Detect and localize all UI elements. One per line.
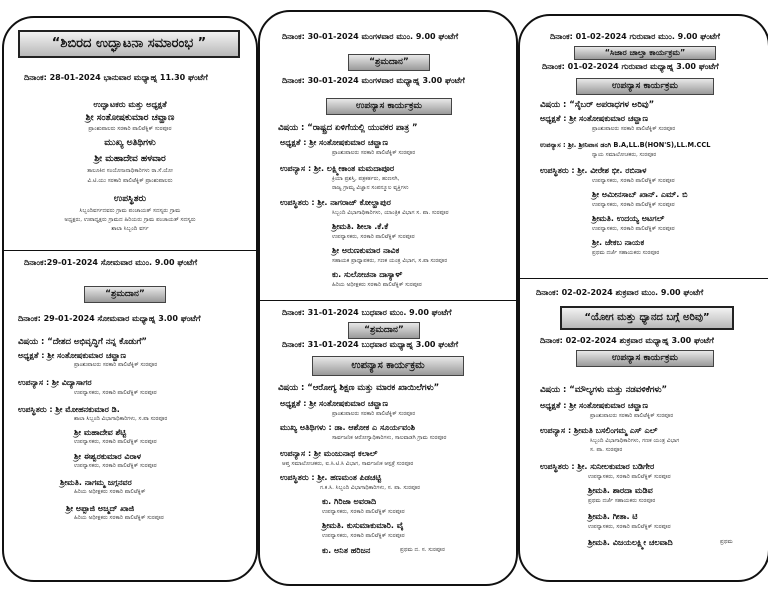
- member-4-desc: ಉಪನ್ಯಾಸಕರು, ಸರಕಾರಿ ಪಾಲಿಟೆಕ್ನಿಕ್ ಸುರಪೂರ: [322, 509, 405, 515]
- s2-name-2-desc: ಉಪನ್ಯಾಸಕರು, ಸರಕಾರಿ ಪಾಲಿಟೆಕ್ನಿಕ್ ಸುರಪೂರ: [74, 463, 157, 469]
- section-divider: [4, 250, 256, 251]
- date-line-2: ದಿನಾಂಕ: 30-01-2024 ಮಂಗಳವಾರ ಮಧ್ಯಾಹ್ನ 3.00 ಘಂಟೆಗೆ: [282, 76, 465, 85]
- lecture-bar-2: ಉಪನ್ಯಾಸ ಕಾರ್ಯಕ್ರಮ: [576, 350, 714, 367]
- s2-name-3-desc: ಹಿರಿಯ ಅಧೀಕ್ಷಕರು ಸರಕಾರಿ ಪಾಲಿಟೆಕ್ನಿಕ್: [74, 489, 146, 495]
- member-1-desc: ಉಪನ್ಯಾಸಕರು, ಸರಕಾರಿ ಪಾಲಿಟೆಕ್ನಿಕ್ ಸುರಪೂರ: [332, 234, 415, 240]
- speaker-1: ಉಪನ್ಯಾಸ : ಶ್ರೀ. ಶ್ರೀನಿವಾಸ ಡಂಗಿ B.A,LL.B(HON'S),LL.M.CCL: [540, 141, 711, 149]
- speaker-1-desc1: ಕ್ರಿಯಾ ಪ್ರಶಸ್ತಿ, ಪತ್ರಕರ್ತರು, ಹುಣಸಗಿ,: [332, 176, 400, 182]
- section-divider: [260, 300, 516, 301]
- presence-desc3: ಶಾಲಾ ಸಿಬ್ಬಂದಿ ವರ್ಗ: [111, 226, 149, 232]
- presence-2: ಉಪಸ್ಥಿತರು : ಶ್ರೀ. ಸುನೀಲಕುಮಾರ ಬಡಿಗೇರ: [540, 462, 655, 471]
- chief-desc2: ವಿ.ಟಿ.ಯು ಸರಕಾರಿ ಪಾಲಿಟೆಕ್ನಿಕ್ ಪ್ರಾಂಶುಪಾಲರು: [87, 178, 173, 184]
- presence-2-desc: ಗ.ಕ.ಸಿ. ಸಿಬ್ಬಂದಿ ವಿಭಾಗಾಧಿಕಾರಿಗಳು, ಸ. ಪಾ. ಸುರಪೂರ: [320, 485, 421, 491]
- chief-guest: ಮುಖ್ಯ ಅತಿಥಿಗಳು : ಡಾ. ಆಶೋಕ ಎ ಸೂರ್ಯವಂಶಿ: [280, 423, 416, 432]
- presence-1-desc: ಸಿಬ್ಬಂದಿ ವಿಭಾಗಾಧಿಕಾರಿಗಳು, ಯಾಂತ್ರಿಕ ವಿಭಾಗ ಸ. ಪಾ. ಸುರಪೂರ: [332, 210, 449, 216]
- member-6: ಶ್ರೀಮತಿ. ವಿಜಯಲಕ್ಷ್ಮೀ ಚಲವಾದಿ: [588, 538, 673, 547]
- date-line-3: ದಿನಾಂಕ: 31-01-2024 ಬುಧವಾರ ಮುಂ. 9.00 ಘಂಟೆಗೆ: [282, 308, 452, 317]
- speaker-2-desc2: ಸ. ಪಾ. ಸುರಪೂರ: [590, 447, 623, 453]
- presence-1: ಉಪಸ್ಥಿತರು : ಶ್ರೀ. ನಾಗರಾಜ್ ಕೋಲ್ಹಾಪುರ: [280, 198, 391, 207]
- lecture-bar-1: ಉಪನ್ಯಾಸ ಕಾರ್ಯಕ್ರಮ: [576, 78, 714, 95]
- inaug-desc: ಪ್ರಾಂಶುಪಾಲರು ಸರಕಾರಿ ಪಾಲಿಟೆಕ್ನಿಕ್ ಸುರಪೂರ: [88, 126, 172, 132]
- date-line-3: ದಿನಾಂಕ: 02-02-2024 ಶುಕ್ರವಾರ ಮುಂ. 9.00 ಘಂಟೆಗೆ: [536, 288, 704, 297]
- s2-chair-desc: ಪ್ರಾಂಶುಪಾಲರು ಸರಕಾರಿ ಪಾಲಿಟೆಕ್ನಿಕ್ ಸುರಪೂರ: [74, 362, 158, 368]
- member-1: ಶ್ರೀ ಅಮೀನಸಾಬ್ ಖಾನ್. ಎಮ್. ಬಿ: [592, 190, 688, 199]
- member-4: ಶ್ರೀಮತಿ. ಶಾರದಾ ಮಡಿವ: [588, 486, 653, 495]
- member-5-desc: ಉಪನ್ಯಾಸಕರು, ಸರಕಾರಿ ಪಾಲಿಟೆಕ್ನಿಕ್ ಸುರಪೂರ: [588, 524, 671, 530]
- speaker-1: ಉಪನ್ಯಾಸ : ಶ್ರೀ. ಲಕ್ಷ್ಮೀಕಾಂತ ಮಮದಾಪೂರ: [280, 164, 395, 173]
- speaker-1-desc: ನ್ಯಾಯ ಸಮಾಲೋಚಕರು, ಸುರಪೂರ: [592, 152, 657, 158]
- chief-guest-desc: ಸಾರ್ವಜನಿಕ ಆರೋಗ್ಯಾಧಿಕಾರಿಗಳು, ಸಾಲವಾಡಗಿ ಗ್ರಾಮ ಸುರಪೂರ: [332, 435, 447, 441]
- s2-name-4-desc: ಹಿರಿಯ ಅಧೀಕ್ಷಕರು ಸರಕಾರಿ ಪಾಲಿಟೆಕ್ನಿಕ್ ಸುರಪೂರ: [74, 515, 164, 521]
- member-2: ಶ್ರೀಮತಿ. ಉದಯ್ಯ ಅಟಗಲ್: [592, 214, 665, 223]
- member-1: ಶ್ರೀಮತಿ. ಶೀಲಾ .ಕೆ.ಕೆ: [332, 222, 389, 231]
- lecture-bar-1: ಉಪನ್ಯಾಸ ಕಾರ್ಯಕ್ರಮ: [326, 98, 452, 115]
- date-line-1: ದಿನಾಂಕ: 01-02-2024 ಗುರುವಾರ ಮುಂ. 9.00 ಘಂಟೆಗೆ: [550, 32, 720, 41]
- topic-2: ವಿಷಯ : “ಮೌಲ್ಯಗಳು ಮತ್ತು ನಡವಳಿಕೆಗಳು”: [540, 384, 668, 394]
- chief-name: ಶ್ರೀ ಮಹಾದೇವ ಹಳವಾರ: [94, 154, 166, 164]
- s2-presence: ಉಪಸ್ಥಿತರು : ಶ್ರೀ ಮೋಹನಕುಮಾರ ಡಿ.: [18, 405, 120, 414]
- s2-date2: ದಿನಾಂಕ: 29-01-2024 ಸೋಮವಾರ ಮಧ್ಯಾಹ್ನ 3.00 ಘಂಟೆಗೆ: [18, 314, 201, 323]
- member-6-desc: ಪ್ರಥಮ ದ. ಸ. ಸುರಪೂರ: [400, 547, 445, 553]
- chair-1: ಅಧ್ಯಕ್ಷತೆ : ಶ್ರೀ ಸಂತೋಷಕುಮಾರ ಚವ್ಹಾಣ: [280, 138, 389, 147]
- chief-desc1: ತಾಲೂಕಿನ ಸಂಯೋಜನಾಧಿಕಾರಿಗಳು ರಾ.ಸೆ.ಯೋ: [87, 168, 173, 174]
- topic-2: ವಿಷಯ : “ಆರೋಗ್ಯ ಶಿಕ್ಷಣ ಮತ್ತು ಮಾರಕ ಖಾಯಿಲೆಗಳು”: [278, 382, 440, 392]
- presence-desc1: ಸಿಬ್ಬಂದಿವರ್ಗದವರು ಗ್ರಾಮ ಪಂಚಾಯತ್ ಸದಸ್ಯರು ಗ್ರಾಮ: [79, 208, 181, 214]
- presence-1: ಉಪಸ್ಥಿತರು : ಶ್ರೀ. ವೀರೇಶ ಭೀ. ರಬಿನಾಳ: [540, 166, 647, 175]
- speaker-2: ಉಪನ್ಯಾಸ : ಶ್ರೀ ಮಂಜುನಾಥ ಕಲಾಲ್: [280, 449, 378, 458]
- s2-date: ದಿನಾಂಕ:29-01-2024 ಸೋಮವಾರ ಮುಂ. 9.00 ಘಂಟೆಗೆ: [24, 258, 198, 267]
- chair-1: ಅಧ್ಯಕ್ಷತೆ : ಶ್ರೀ ಸಂತೋಷಕುಮಾರ ಚವ್ಹಾಣ: [540, 114, 649, 123]
- speaker-1-desc2: ರಾಜ್ಯ ಗ್ರಾಮ್ಯ ವಿಜ್ಞಾನ ಸಂಪನ್ಮೂಲ ವ್ಯಕ್ತಿಗಳು: [332, 185, 409, 191]
- s2-name-1-desc: ಉಪನ್ಯಾಸಕರು, ಸರಕಾರಿ ಪಾಲಿಟೆಕ್ನಿಕ್ ಸುರಪೂರ: [74, 439, 157, 445]
- chair-2-desc: ಪ್ರಾಂಶುಪಾಲರು ಸರಕಾರಿ ಪಾಲಿಟೆಕ್ನಿಕ್ ಸುರಪೂರ: [332, 411, 416, 417]
- member-5: ಶ್ರೀಮತಿ. ಕುಸುಮಾಕುಮಾರಿ. ವೈ: [322, 521, 404, 530]
- member-6: ಕು. ಅನಿತ ಹರಿಜನ: [322, 546, 371, 555]
- speaker-2-desc: ಆಪ್ತ ಸಮಾಲೋಚಕರು, ಐ.ಸಿ.ಟಿ.ಸಿ ವಿಭಾಗ, ಸಾರ್ವಜನಿಕ ಆಸ್ಪತ್ರೆ ಸುರಪೂರ: [282, 461, 414, 467]
- s2-presence-desc: ಶಾಲಾ ಸಿಬ್ಬಂದಿ ವಿಭಾಗಾಧಿಕಾರಿಗಳು, ಸ.ಪಾ ಸುರಪೂರ: [74, 416, 168, 422]
- member-4: ಕು. ಗಿರಿಜಾ ಅವರಾದಿ: [322, 497, 377, 506]
- s2-topic: ವಿಷಯ : “ದೇಶದ ಅಭಿವೃದ್ಧಿಗೆ ನನ್ನ ಕೊಡುಗೆ”: [18, 336, 147, 346]
- panel-day1: [2, 16, 258, 582]
- inauguration-title: “ಶಿಬಿರದ ಉದ್ಘಾಟನಾ ಸಮಾರಂಭ ”: [18, 30, 240, 58]
- member-3: ಶ್ರೀ. ಜೇಕಬ ನಾಯಕ: [592, 238, 645, 247]
- lecture-bar-2: ಉಪನ್ಯಾಸ ಕಾರ್ಯಕ್ರಮ: [312, 356, 464, 376]
- member-5-desc: ಉಪನ್ಯಾಸಕರು, ಸರಕಾರಿ ಪಾಲಿಟೆಕ್ನಿಕ್ ಸುರಪೂರ: [322, 533, 405, 539]
- presence-2: ಉಪಸ್ಥಿತರು : ಶ್ರೀ. ಹಣಮಂತ ಪಿಡಚಟ್ಟಿ: [280, 473, 382, 482]
- chair-1-desc: ಪ್ರಾಂಶುಪಾಲರು ಸರಕಾರಿ ಪಾಲಿಟೆಕ್ನಿಕ್ ಸುರಪೂರ: [332, 150, 416, 156]
- shramadana-bar-2: “ಶ್ರಮದಾನ”: [348, 322, 420, 339]
- section-divider: [520, 278, 768, 279]
- s2-name-3: ಶ್ರೀಮತಿ. ನಾಗಮ್ಮ ಜಗ್ಗನವರ: [60, 478, 132, 487]
- panel-day3-4: [258, 10, 518, 586]
- date-line-2: ದಿನಾಂಕ: 01-02-2024 ಗುರುವಾರ ಮಧ್ಯಾಹ್ನ 3.00 ಘಂಟೆಗೆ: [542, 62, 719, 71]
- member-3: ಕು. ಸುಲೋಚನಾ ದಾಸ್ಯಾಳ್: [332, 270, 403, 279]
- presence-heading: ಉಪಸ್ಥಿತರು: [113, 194, 147, 204]
- s2-speaker: ಉಪನ್ಯಾಸ : ಶ್ರೀ ವಿದ್ಯಾಸಾಗರ: [18, 378, 92, 387]
- member-2-desc: ಸಹಾಯಕ ಪ್ರಾಧ್ಯಾಪಕರು, ಗಣಕ ಯಂತ್ರ ವಿಭಾಗ, ಸ.ಪಾ ಸುರಪೂರ: [332, 258, 448, 264]
- chair-2: ಅಧ್ಯಕ್ಷತೆ : ಶ್ರೀ ಸಂತೋಷಕುಮಾರ ಚವ್ಹಾಣ: [540, 401, 649, 410]
- shramadana-bar-1: “ಶ್ರಮದಾನ”: [348, 54, 430, 71]
- s2-name-2: ಶ್ರೀ ಈಶ್ವರಕುಮಾರ ವಿರಾಳ: [74, 452, 141, 461]
- chair-1-desc: ಪ್ರಾಂಶುಪಾಲರು ಸರಕಾರಿ ಪಾಲಿಟೆಕ್ನಿಕ್ ಸುರಪೂರ: [592, 126, 676, 132]
- member-4-desc: ಪ್ರಥಮ ದರ್ಜೆ ಸಹಾಯಕರು ಸುರಪೂರ: [588, 498, 656, 504]
- s2-speaker-desc: ಉಪನ್ಯಾಸಕರು, ಸರಕಾರಿ ಪಾಲಿಟೆಕ್ನಿಕ್ ಸುರಪೂರ: [74, 390, 157, 396]
- chair-2: ಅಧ್ಯಕ್ಷತೆ : ಶ್ರೀ ಸಂತೋಷಕುಮಾರ ಚವ್ಹಾಣ: [280, 399, 389, 408]
- date-line-4: ದಿನಾಂಕ: 31-01-2024 ಬುಧವಾರ ಮಧ್ಯಾಹ್ನ 3.00 ಘಂಟೆಗೆ: [282, 340, 459, 349]
- presence-1-desc: ಉಪನ್ಯಾಸಕರು, ಸರಕಾರಿ ಪಾಲಿಟೆಕ್ನಿಕ್ ಸುರಪೂರ: [592, 178, 675, 184]
- presence-2-desc: ಉಪನ್ಯಾಸಕರು, ಸರಕಾರಿ ಪಾಲಿಟೆಕ್ನಿಕ್ ಸುರಪೂರ: [588, 474, 671, 480]
- yoga-bar: “ಯೋಗ ಮತ್ತು ಧ್ಯಾನದ ಬಗ್ಗೆ ಅರಿವು”: [560, 306, 734, 330]
- member-6-desc: ಪ್ರಥಮ: [720, 539, 733, 545]
- member-5: ಶ್ರೀಮತಿ. ಗೀತಾ. ಟಿ: [588, 512, 638, 521]
- chair-2-desc: ಪ್ರಾಂಶುಪಾಲರು ಸರಕಾರಿ ಪಾಲಿಟೆಕ್ನಿಕ್ ಸುರಪೂರ: [590, 413, 674, 419]
- date-line-4: ದಿನಾಂಕ: 02-02-2024 ಶುಕ್ರವಾರ ಮಧ್ಯಾಹ್ನ 3.00 ಘಂಟೆಗೆ: [540, 336, 714, 345]
- date-line-1: ದಿನಾಂಕ: 30-01-2024 ಮಂಗಳವಾರ ಮುಂ. 9.00 ಘಂಟೆಗೆ: [282, 32, 459, 41]
- chief-heading: ಮುಖ್ಯ ಅತಿಥಿಗಳು: [104, 138, 156, 148]
- s2-name-1: ಶ್ರೀ ಮಹಾದೇವ ಶೆಟ್ಟಿ: [74, 428, 127, 437]
- program-bar-1: “ಸಿಜಾರ ಚಾಲ್ತಾ ಕಾರ್ಯಕ್ರಮ”: [574, 46, 716, 60]
- shramadana-bar: “ಶ್ರಮದಾನ”: [84, 286, 166, 303]
- speaker-2: ಉಪನ್ಯಾಸ : ಶ್ರೀಮತಿ ಬಸಲಿಂಗಮ್ಮ ಎಸ್ ಎಲ್: [540, 426, 658, 435]
- presence-desc2: ಅಧ್ಯಕ್ಷರು, ಉಪಾಧ್ಯಕ್ಷರು ಗ್ರಾಮದ ಹಿರಿಯರು ಗ್ರಾಮ ಪಂಚಾಯತ್ ಸದಸ್ಯರು: [64, 217, 196, 223]
- panel-day5-6: [518, 14, 768, 582]
- inaug-heading: ಉದ್ಘಾಟಕರು ಮತ್ತು ಅಧ್ಯಕ್ಷತೆ: [93, 100, 167, 109]
- member-2-desc: ಉಪನ್ಯಾಸಕರು, ಸರಕಾರಿ ಪಾಲಿಟೆಕ್ನಿಕ್ ಸುರಪೂರ: [592, 226, 675, 232]
- speaker-2-desc1: ಸಿಬ್ಬಂದಿ ವಿಭಾಗಾಧಿಕಾರಿಗಳು, ಗಣಕ ಯಂತ್ರ ವಿಭಾಗ: [590, 438, 680, 444]
- s2-name-4: ಶ್ರೀ ಅಪ್ಪಾಜಿ ಅಜ್ಮದ್ ಖಾಜಿ: [66, 504, 135, 513]
- date-line: ದಿನಾಂಕ: 28-01-2024 ಭಾನುವಾರ ಮಧ್ಯಾಹ್ನ 11.30 ಘಂಟೆಗೆ: [24, 73, 208, 82]
- inaug-name: ಶ್ರೀ ಸಂತೋಷಕುಮಾರ ಚವ್ಹಾಣ: [85, 113, 175, 123]
- s2-chair: ಅಧ್ಯಕ್ಷತೆ : ಶ್ರೀ ಸಂತೋಷಕುಮಾರ ಚವ್ಹಾಣ: [18, 351, 127, 360]
- topic-1: ವಿಷಯ : “ಸೈಬರ್ ಅಪರಾಧಗಳ ಅರಿವು”: [540, 99, 655, 109]
- member-1-desc: ಉಪನ್ಯಾಸಕರು, ಸರಕಾರಿ ಪಾಲಿಟೆಕ್ನಿಕ್ ಸುರಪೂರ: [592, 202, 675, 208]
- member-3-desc: ಪ್ರಥಮ ದರ್ಜೆ ಸಹಾಯಕರು ಸುರಪೂರ: [592, 250, 660, 256]
- topic-1: ವಿಷಯ : “ರಾಷ್ಟ್ರದ ಏಳಿಗೆಯಲ್ಲಿ ಯುವಕರ ಪಾತ್ರ ”: [278, 122, 418, 132]
- member-3-desc: ಹಿರಿಯ ಅಧೀಕ್ಷಕರು ಸರಕಾರಿ ಪಾಲಿಟೆಕ್ನಿಕ್ ಸುರಪೂರ: [332, 282, 422, 288]
- member-2: ಶ್ರೀ ಅರುಣಕುಮಾರ ನಾವಿಕ: [332, 246, 400, 255]
